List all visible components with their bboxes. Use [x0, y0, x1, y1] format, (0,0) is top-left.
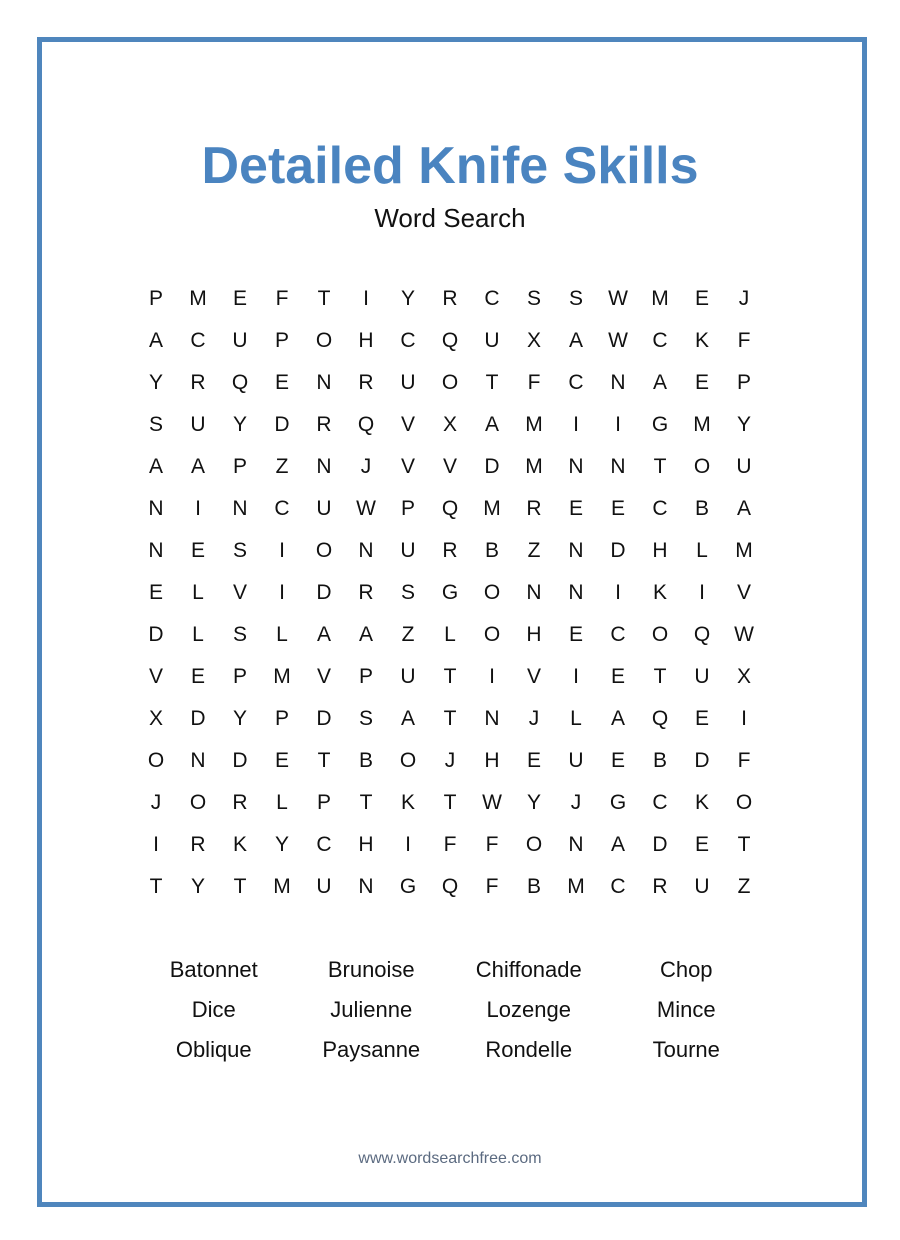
word-list-item: Mince	[656, 997, 716, 1022]
grid-cell: A	[652, 371, 667, 394]
grid-cell: Q	[693, 623, 711, 646]
grid-cell: I	[573, 665, 579, 688]
grid-cell: U	[694, 665, 710, 688]
grid-cell: A	[610, 833, 625, 856]
grid-cell: T	[443, 791, 457, 814]
grid-cell: T	[737, 833, 751, 856]
grid-cell: S	[400, 581, 415, 604]
grid-cell: A	[736, 497, 751, 520]
grid-cell: E	[610, 749, 625, 772]
grid-cell: A	[190, 455, 205, 478]
grid-cell: M	[735, 539, 753, 562]
grid-cell: I	[699, 581, 705, 604]
grid-cell: T	[149, 875, 163, 898]
word-list	[135, 950, 765, 1070]
grid-cell: I	[363, 287, 369, 310]
grid-cell: H	[358, 329, 374, 352]
grid-cell: E	[694, 287, 709, 310]
grid-cell: R	[526, 497, 542, 520]
grid-cell: F	[527, 371, 541, 394]
grid-cell: E	[526, 749, 541, 772]
grid-cell: G	[651, 413, 669, 436]
grid-cell: I	[573, 413, 579, 436]
grid-cell: F	[275, 287, 289, 310]
grid-cell: A	[400, 707, 415, 730]
grid-cell: T	[485, 371, 499, 394]
grid-cell: E	[694, 371, 709, 394]
word-list-item: Dice	[191, 997, 236, 1022]
grid-cell: D	[316, 581, 332, 604]
word-list-item: Brunoise	[327, 957, 415, 982]
grid-cell: H	[358, 833, 374, 856]
grid-cell: J	[738, 287, 750, 310]
grid-cell: B	[484, 539, 499, 562]
grid-cell: J	[528, 707, 540, 730]
grid-cell: H	[652, 539, 668, 562]
grid-cell: Y	[190, 875, 205, 898]
grid-cell: I	[405, 833, 411, 856]
grid-cell: P	[316, 791, 331, 814]
grid-cell: W	[608, 329, 628, 352]
grid-cell: E	[694, 833, 709, 856]
grid-cell: E	[190, 539, 205, 562]
grid-cell: N	[190, 749, 206, 772]
grid-cell: I	[615, 581, 621, 604]
grid-cell: C	[400, 329, 416, 352]
grid-cell: K	[694, 329, 709, 352]
grid-cell: N	[148, 539, 164, 562]
grid-cell: Z	[527, 539, 541, 562]
grid-cell: C	[484, 287, 500, 310]
grid-cell: R	[190, 371, 206, 394]
grid-cell: N	[316, 371, 332, 394]
grid-cell: L	[696, 539, 708, 562]
grid-cell: I	[279, 539, 285, 562]
grid-cell: V	[400, 455, 415, 478]
grid-cell: I	[489, 665, 495, 688]
grid-cell: C	[190, 329, 206, 352]
word-list-item: Chop	[659, 957, 713, 982]
word-list-item: Oblique	[175, 1037, 252, 1062]
grid-cell: E	[610, 665, 625, 688]
grid-cell: L	[276, 791, 288, 814]
grid-cell: N	[568, 581, 584, 604]
grid-cell: Y	[400, 287, 415, 310]
grid-cell: T	[653, 665, 667, 688]
grid-cell: H	[484, 749, 500, 772]
grid-cell: F	[485, 833, 499, 856]
grid-cell: X	[526, 329, 541, 352]
grid-cell: L	[444, 623, 456, 646]
grid-cell: N	[358, 539, 374, 562]
grid-cell: Z	[401, 623, 415, 646]
grid-cell: C	[652, 497, 668, 520]
grid-cell: A	[610, 707, 625, 730]
grid-cell: L	[192, 623, 204, 646]
grid-cell: U	[736, 455, 752, 478]
grid-cell: E	[610, 497, 625, 520]
grid-cell: P	[148, 287, 163, 310]
grid-cell: R	[442, 539, 458, 562]
grid-cell: A	[148, 329, 163, 352]
grid-cell: I	[195, 497, 201, 520]
page-title: Detailed Knife Skills	[201, 137, 699, 195]
grid-cell: M	[189, 287, 207, 310]
grid-cell: L	[192, 581, 204, 604]
grid-cell: O	[441, 371, 459, 394]
grid-cell: M	[483, 497, 501, 520]
grid-cell: N	[568, 833, 584, 856]
grid-cell: C	[316, 833, 332, 856]
grid-cell: D	[274, 413, 290, 436]
grid-cell: Q	[441, 497, 459, 520]
grid-cell: Y	[232, 413, 247, 436]
grid-cell: U	[190, 413, 206, 436]
grid-cell: P	[736, 371, 751, 394]
grid-cell: O	[399, 749, 417, 772]
grid-cell: B	[358, 749, 373, 772]
grid-cell: T	[653, 455, 667, 478]
grid-cell: P	[400, 497, 415, 520]
grid-cell: V	[400, 413, 415, 436]
grid-cell: N	[568, 539, 584, 562]
grid-cell: I	[279, 581, 285, 604]
grid-cell: W	[356, 497, 376, 520]
grid-cell: E	[190, 665, 205, 688]
word-list-item: Julienne	[330, 997, 413, 1022]
grid-cell: N	[610, 455, 626, 478]
grid-cell: M	[525, 413, 543, 436]
grid-cell: M	[651, 287, 669, 310]
grid-cell: R	[190, 833, 206, 856]
grid-cell: O	[693, 455, 711, 478]
grid-cell: R	[232, 791, 248, 814]
grid-cell: E	[232, 287, 247, 310]
grid-cell: C	[568, 371, 584, 394]
grid-cell: O	[525, 833, 543, 856]
grid-cell: Q	[231, 371, 249, 394]
page-subtitle: Word Search	[374, 203, 526, 233]
grid-cell: N	[316, 455, 332, 478]
grid-cell: D	[232, 749, 248, 772]
word-list-item: Tourne	[652, 1037, 720, 1062]
grid-cell: F	[485, 875, 499, 898]
grid-cell: I	[615, 413, 621, 436]
grid-cell: S	[232, 623, 247, 646]
grid-cell: U	[694, 875, 710, 898]
grid-cell: Y	[736, 413, 751, 436]
grid-cell: G	[399, 875, 417, 898]
grid-cell: U	[400, 371, 416, 394]
grid-cell: U	[400, 539, 416, 562]
grid-cell: P	[232, 665, 247, 688]
grid-cell: K	[652, 581, 667, 604]
grid-cell: O	[189, 791, 207, 814]
grid-cell: E	[148, 581, 163, 604]
grid-cell: S	[148, 413, 163, 436]
grid-cell: V	[526, 665, 541, 688]
grid-cell: K	[232, 833, 247, 856]
grid-cell: U	[400, 665, 416, 688]
grid-cell: W	[734, 623, 754, 646]
grid-cell: K	[400, 791, 415, 814]
grid-cell: J	[570, 791, 582, 814]
grid-cell: D	[190, 707, 206, 730]
grid-cell: B	[652, 749, 667, 772]
grid-cell: X	[442, 413, 457, 436]
letter-grid	[135, 278, 765, 908]
grid-cell: Y	[274, 833, 289, 856]
grid-cell: C	[610, 875, 626, 898]
grid-cell: R	[652, 875, 668, 898]
grid-cell: T	[317, 749, 331, 772]
grid-cell: D	[694, 749, 710, 772]
grid-cell: Q	[357, 413, 375, 436]
grid-cell: M	[273, 875, 291, 898]
grid-cell: V	[442, 455, 457, 478]
grid-cell: D	[148, 623, 164, 646]
grid-cell: L	[276, 623, 288, 646]
grid-cell: L	[570, 707, 582, 730]
grid-cell: R	[442, 287, 458, 310]
grid-cell: Y	[148, 371, 163, 394]
grid-cell: O	[315, 329, 333, 352]
footer-url[interactable]: www.wordsearchfree.com	[358, 1150, 542, 1167]
grid-cell: D	[316, 707, 332, 730]
grid-cell: D	[610, 539, 626, 562]
grid-cell: U	[232, 329, 248, 352]
grid-cell: A	[148, 455, 163, 478]
grid-cell: P	[274, 707, 289, 730]
grid-cell: B	[526, 875, 541, 898]
grid-cell: F	[443, 833, 457, 856]
grid-cell: A	[316, 623, 331, 646]
grid-cell: O	[315, 539, 333, 562]
grid-cell: R	[358, 581, 374, 604]
grid-cell: O	[483, 581, 501, 604]
grid-cell: O	[483, 623, 501, 646]
grid-cell: U	[316, 875, 332, 898]
word-list-item: Batonnet	[169, 957, 258, 982]
grid-cell: U	[484, 329, 500, 352]
grid-cell: W	[482, 791, 502, 814]
grid-cell: N	[568, 455, 584, 478]
grid-cell: T	[443, 665, 457, 688]
grid-cell: R	[316, 413, 332, 436]
grid-cell: N	[484, 707, 500, 730]
grid-cell: P	[232, 455, 247, 478]
grid-cell: U	[316, 497, 332, 520]
grid-cell: D	[652, 833, 668, 856]
word-list-item: Rondelle	[485, 1037, 573, 1062]
grid-cell: T	[233, 875, 247, 898]
grid-cell: M	[273, 665, 291, 688]
grid-cell: S	[232, 539, 247, 562]
grid-cell: A	[484, 413, 499, 436]
grid-cell: N	[610, 371, 626, 394]
grid-cell: O	[735, 791, 753, 814]
grid-cell: R	[358, 371, 374, 394]
word-list-item: Paysanne	[322, 1037, 421, 1062]
grid-cell: T	[317, 287, 331, 310]
grid-cell: X	[148, 707, 163, 730]
grid-cell: N	[148, 497, 164, 520]
grid-cell: Q	[441, 875, 459, 898]
grid-cell: Z	[275, 455, 289, 478]
grid-cell: Y	[232, 707, 247, 730]
grid-cell: C	[652, 791, 668, 814]
grid-cell: O	[651, 623, 669, 646]
grid-cell: E	[274, 749, 289, 772]
grid-cell: Z	[737, 875, 751, 898]
grid-cell: I	[741, 707, 747, 730]
grid-cell: E	[568, 623, 583, 646]
grid-cell: V	[232, 581, 247, 604]
grid-cell: Y	[526, 791, 541, 814]
grid-cell: J	[444, 749, 456, 772]
word-list-item: Lozenge	[486, 997, 571, 1022]
grid-cell: N	[232, 497, 248, 520]
grid-cell: S	[526, 287, 541, 310]
grid-cell: Q	[441, 329, 459, 352]
grid-cell: S	[358, 707, 373, 730]
grid-cell: O	[147, 749, 165, 772]
grid-cell: M	[567, 875, 585, 898]
grid-cell: T	[443, 707, 457, 730]
grid-cell: A	[358, 623, 373, 646]
grid-cell: K	[694, 791, 709, 814]
grid-cell: P	[358, 665, 373, 688]
grid-cell: G	[609, 791, 627, 814]
grid-cell: C	[652, 329, 668, 352]
grid-cell: B	[694, 497, 709, 520]
grid-cell: C	[610, 623, 626, 646]
grid-cell: J	[360, 455, 372, 478]
grid-cell: N	[526, 581, 542, 604]
grid-cell: W	[608, 287, 628, 310]
grid-cell: C	[274, 497, 290, 520]
grid-cell: X	[736, 665, 751, 688]
grid-cell: P	[274, 329, 289, 352]
grid-cell: S	[568, 287, 583, 310]
grid-cell: V	[736, 581, 751, 604]
grid-cell: E	[568, 497, 583, 520]
grid-cell: V	[316, 665, 331, 688]
grid-cell: I	[153, 833, 159, 856]
grid-cell: F	[737, 329, 751, 352]
grid-cell: D	[484, 455, 500, 478]
grid-cell: H	[526, 623, 542, 646]
grid-cell: E	[274, 371, 289, 394]
grid-cell: N	[358, 875, 374, 898]
grid-cell: U	[568, 749, 584, 772]
word-list-item: Chiffonade	[475, 957, 582, 982]
grid-cell: J	[150, 791, 162, 814]
grid-cell: G	[441, 581, 459, 604]
grid-cell: T	[359, 791, 373, 814]
grid-cell: M	[525, 455, 543, 478]
grid-cell: A	[568, 329, 583, 352]
grid-cell: V	[148, 665, 163, 688]
grid-cell: E	[694, 707, 709, 730]
grid-cell: F	[737, 749, 751, 772]
grid-cell: M	[693, 413, 711, 436]
grid-cell: Q	[651, 707, 669, 730]
